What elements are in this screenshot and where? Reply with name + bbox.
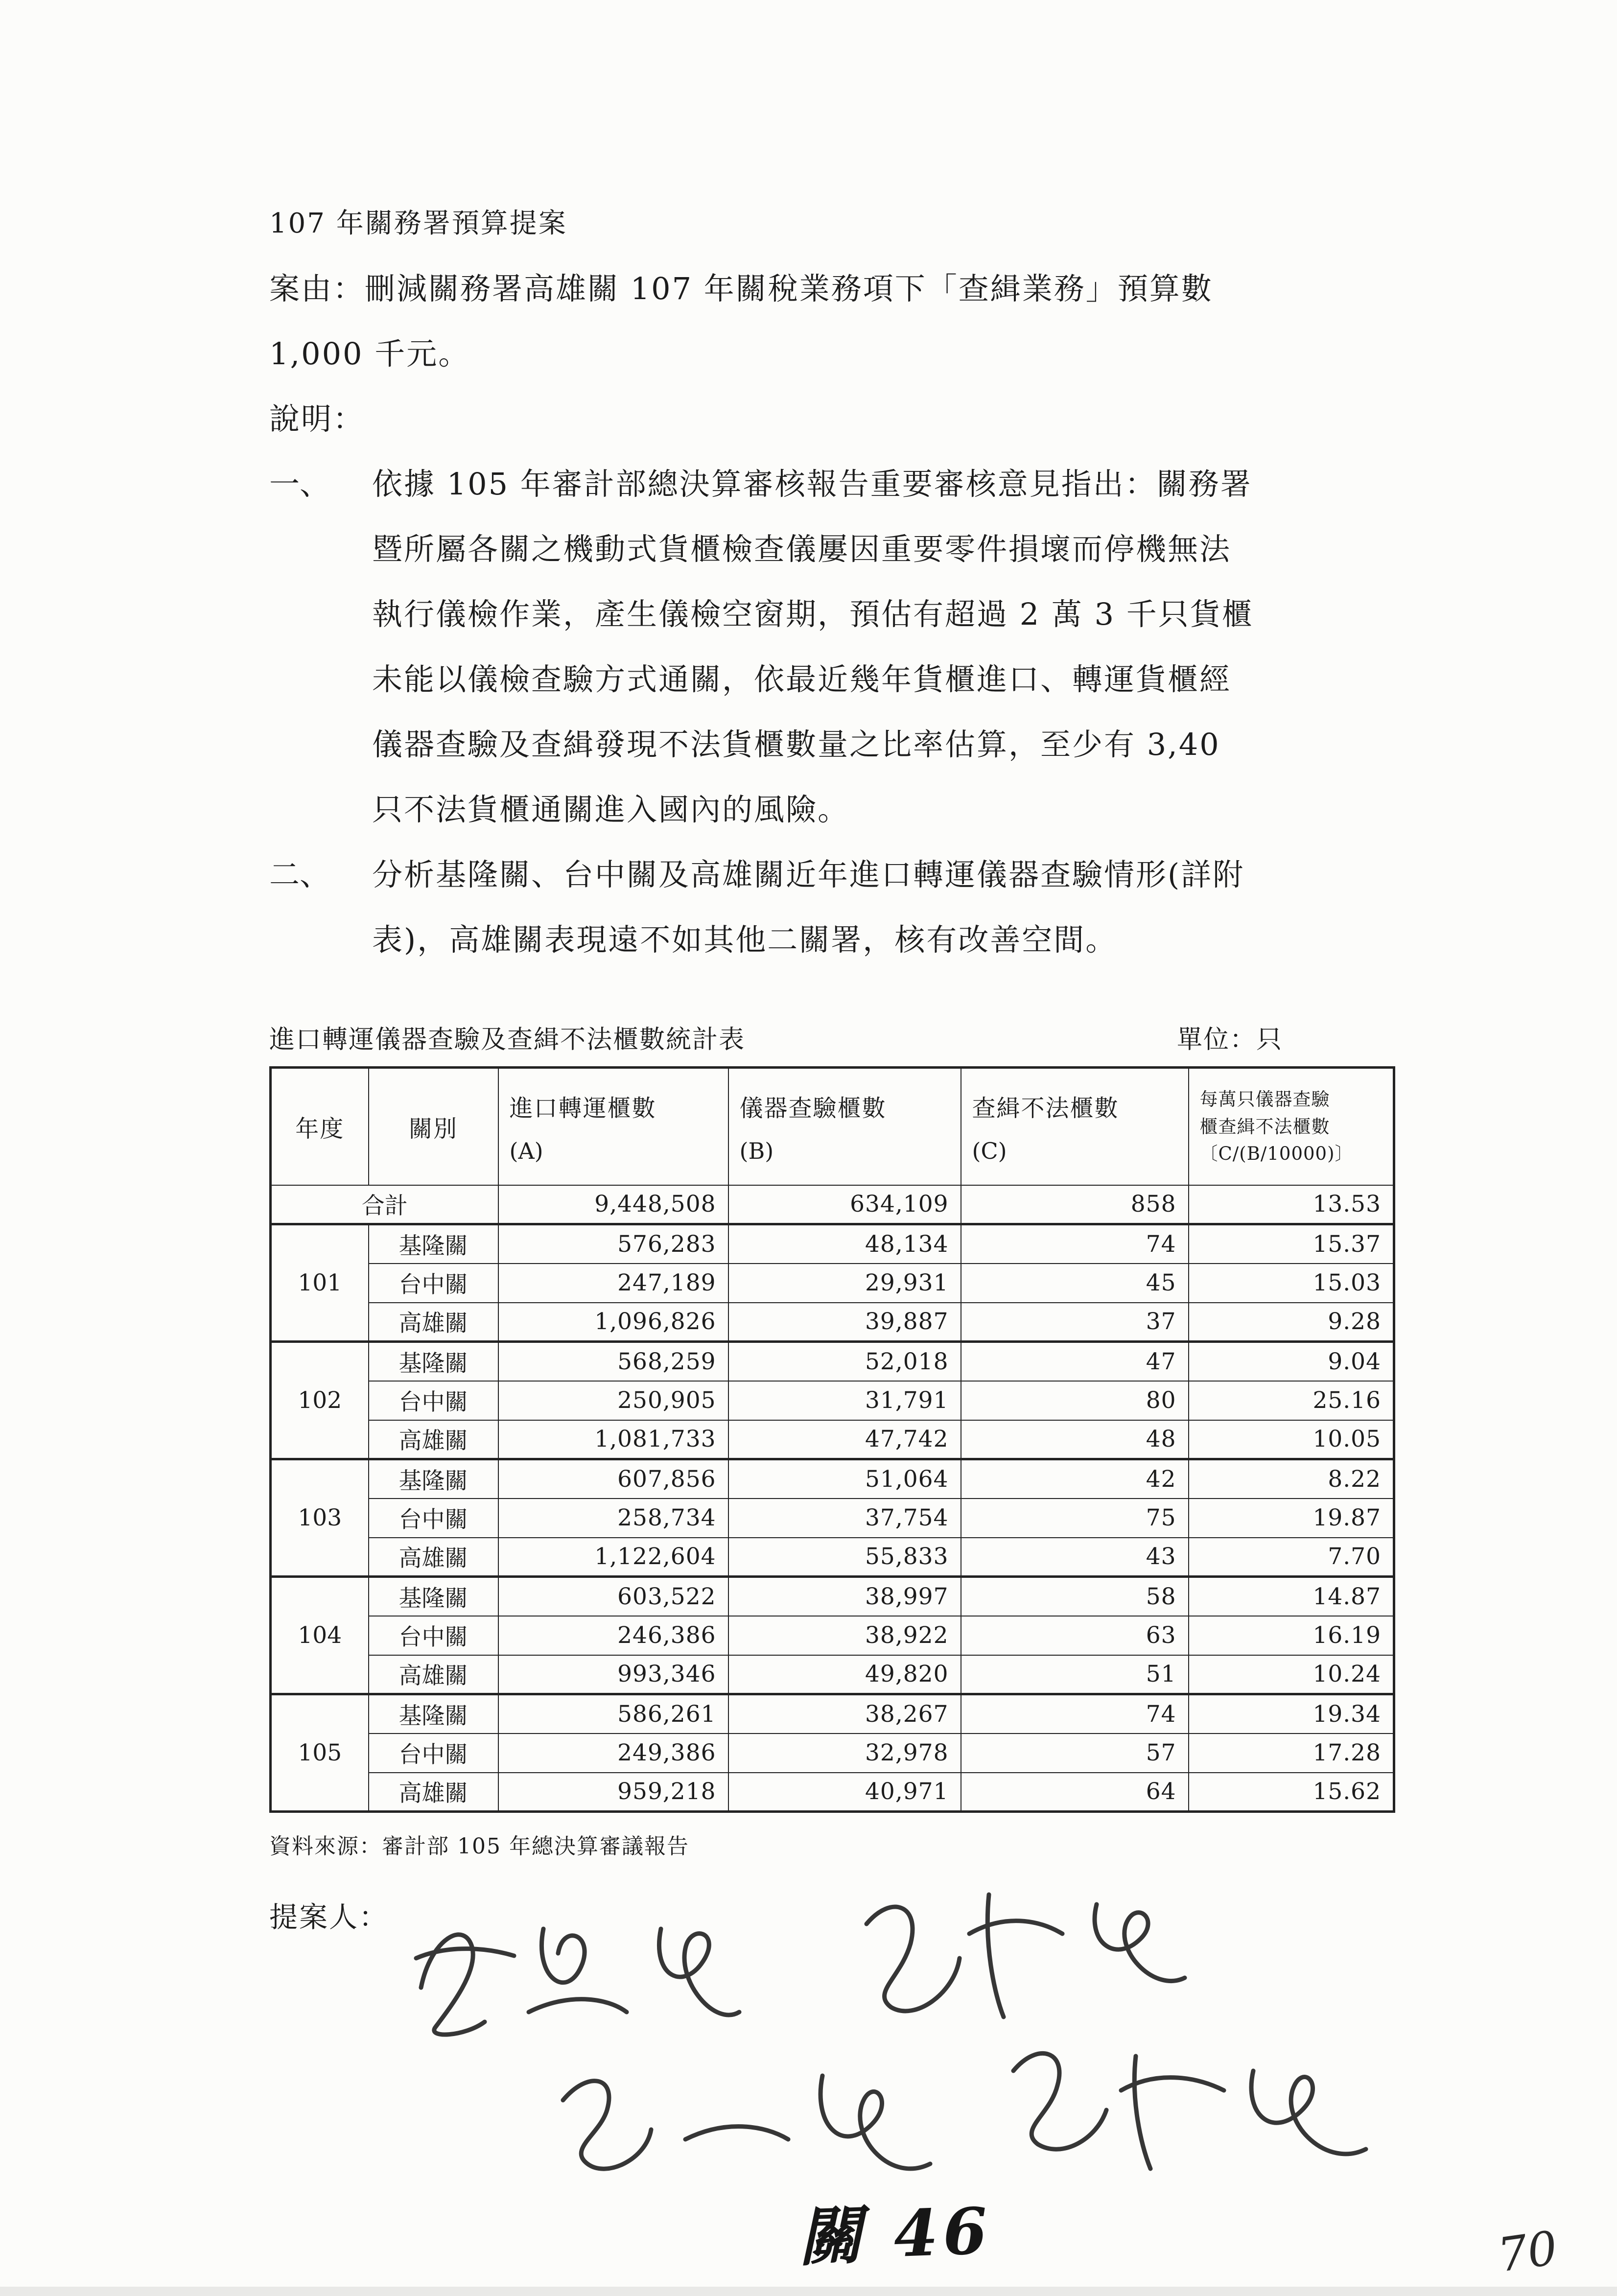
table-row bbox=[271, 1224, 1394, 1264]
illegal-count-cell: 64 bbox=[961, 1773, 1189, 1812]
explanation-item-1 bbox=[269, 451, 1415, 842]
statistics-table-body bbox=[271, 1185, 1394, 1812]
office-cell: 台中關 bbox=[369, 1734, 498, 1773]
col-header-inspect: 儀器查驗櫃數 (B) bbox=[728, 1068, 961, 1185]
year-cell: 102 bbox=[271, 1342, 369, 1459]
rate-value-cell: 19.34 bbox=[1189, 1694, 1394, 1734]
inspect-count-cell: 38,922 bbox=[728, 1616, 961, 1655]
office-cell: 基隆關 bbox=[369, 1577, 498, 1616]
inspect-count-cell: 29,931 bbox=[728, 1264, 961, 1303]
paragraph-line: 執行儀檢作業，產生儀檢空窗期，預估有超過 2 萬 3 千只貨櫃 bbox=[372, 596, 1254, 632]
table-row bbox=[271, 1420, 1394, 1459]
document-content bbox=[269, 191, 1415, 1935]
import-count-cell: 250,905 bbox=[498, 1381, 728, 1420]
total-rate-value: 13.53 bbox=[1189, 1185, 1394, 1224]
import-count-cell: 258,734 bbox=[498, 1499, 728, 1538]
table-caption: 進口轉運儀器查驗及查緝不法櫃數統計表 bbox=[269, 1025, 746, 1054]
table-row bbox=[271, 1264, 1394, 1303]
case-subject-line-2: 1,000 千元。 bbox=[269, 336, 470, 372]
table-caption-row bbox=[269, 1019, 1393, 1055]
illegal-count-cell: 63 bbox=[961, 1616, 1189, 1655]
paragraph-line: 只不法貨櫃通關進入國內的風險。 bbox=[372, 792, 850, 827]
illegal-count-cell: 45 bbox=[961, 1264, 1189, 1303]
office-cell: 高雄關 bbox=[369, 1773, 498, 1812]
year-cell: 103 bbox=[271, 1459, 369, 1577]
table-row bbox=[271, 1499, 1394, 1538]
inspect-count-cell: 31,791 bbox=[728, 1381, 961, 1420]
office-cell: 台中關 bbox=[369, 1264, 498, 1303]
signature-4-icon bbox=[1013, 2053, 1366, 2169]
office-cell: 基隆關 bbox=[369, 1342, 498, 1381]
col-header-office: 關別 bbox=[369, 1068, 498, 1185]
table-row bbox=[271, 1616, 1394, 1655]
table-row bbox=[271, 1459, 1394, 1499]
rate-value-cell: 8.22 bbox=[1189, 1459, 1394, 1499]
illegal-count-cell: 80 bbox=[961, 1381, 1189, 1420]
import-count-cell: 576,283 bbox=[498, 1224, 728, 1264]
table-row bbox=[271, 1577, 1394, 1616]
import-count-cell: 586,261 bbox=[498, 1694, 728, 1734]
rate-value-cell: 9.04 bbox=[1189, 1342, 1394, 1381]
import-count-cell: 247,189 bbox=[498, 1264, 728, 1303]
table-row bbox=[271, 1655, 1394, 1694]
import-count-cell: 1,096,826 bbox=[498, 1303, 728, 1342]
signature-1-icon bbox=[416, 1929, 739, 2035]
inspect-count-cell: 40,971 bbox=[728, 1773, 961, 1812]
item-1-text bbox=[372, 451, 1415, 842]
rate-value-cell: 7.70 bbox=[1189, 1538, 1394, 1577]
office-cell: 台中關 bbox=[369, 1381, 498, 1420]
office-cell: 台中關 bbox=[369, 1499, 498, 1538]
rate-value-cell: 15.37 bbox=[1189, 1224, 1394, 1264]
year-cell: 101 bbox=[271, 1224, 369, 1342]
inspect-count-cell: 52,018 bbox=[728, 1342, 961, 1381]
office-cell: 高雄關 bbox=[369, 1303, 498, 1342]
office-cell: 高雄關 bbox=[369, 1655, 498, 1694]
total-label: 合計 bbox=[271, 1185, 498, 1224]
illegal-count-cell: 42 bbox=[961, 1459, 1189, 1499]
table-row bbox=[271, 1303, 1394, 1342]
inspect-count-cell: 38,267 bbox=[728, 1694, 961, 1734]
item-1-marker: 一、 bbox=[269, 466, 330, 502]
illegal-count-cell: 75 bbox=[961, 1499, 1189, 1538]
paragraph-line: 表)，高雄關表現遠不如其他二關署，核有改善空間。 bbox=[372, 922, 1118, 958]
col-header-import: 進口轉運櫃數 (A) bbox=[498, 1068, 728, 1185]
illegal-count-cell: 58 bbox=[961, 1577, 1189, 1616]
paragraph-line: 未能以儀檢查驗方式通關，依最近幾年貨櫃進口、轉運貨櫃經 bbox=[372, 661, 1232, 697]
illegal-count-cell: 74 bbox=[961, 1694, 1189, 1734]
proposer-label: 提案人： bbox=[269, 1900, 389, 1934]
table-row bbox=[271, 1694, 1394, 1734]
rate-value-cell: 25.16 bbox=[1189, 1381, 1394, 1420]
total-import-count: 9,448,508 bbox=[498, 1185, 728, 1224]
import-count-cell: 246,386 bbox=[498, 1616, 728, 1655]
item-2-marker: 二、 bbox=[269, 857, 330, 892]
table-row bbox=[271, 1734, 1394, 1773]
rate-value-cell: 17.28 bbox=[1189, 1734, 1394, 1773]
inspect-count-cell: 47,742 bbox=[728, 1420, 961, 1459]
illegal-count-cell: 43 bbox=[961, 1538, 1189, 1577]
inspect-count-cell: 49,820 bbox=[728, 1655, 961, 1694]
illegal-count-cell: 57 bbox=[961, 1734, 1189, 1773]
signature-2-icon bbox=[867, 1895, 1185, 2017]
table-row bbox=[271, 1773, 1394, 1812]
rate-value-cell: 15.62 bbox=[1189, 1773, 1394, 1812]
explanation-item-2 bbox=[269, 842, 1415, 972]
inspect-count-cell: 38,997 bbox=[728, 1577, 961, 1616]
rate-value-cell: 14.87 bbox=[1189, 1577, 1394, 1616]
office-cell: 基隆關 bbox=[369, 1224, 498, 1264]
illegal-count-cell: 47 bbox=[961, 1342, 1189, 1381]
import-count-cell: 993,346 bbox=[498, 1655, 728, 1694]
illegal-count-cell: 48 bbox=[961, 1420, 1189, 1459]
signature-3-icon bbox=[563, 2076, 930, 2169]
table-unit-label: 單位：只 bbox=[1176, 1025, 1283, 1054]
table-row bbox=[271, 1342, 1394, 1381]
inspect-count-cell: 51,064 bbox=[728, 1459, 961, 1499]
handwritten-stamp-text: 關 46 bbox=[797, 2193, 994, 2275]
import-count-cell: 1,081,733 bbox=[498, 1420, 728, 1459]
rate-value-cell: 19.87 bbox=[1189, 1499, 1394, 1538]
import-count-cell: 607,856 bbox=[498, 1459, 728, 1499]
paragraph-line: 儀器查驗及查緝發現不法貨櫃數量之比率估算，至少有 3,40 bbox=[372, 726, 1220, 762]
paragraph-line: 分析基隆關、台中關及高雄關近年進口轉運儀器查驗情形(詳附 bbox=[372, 857, 1245, 892]
import-count-cell: 603,522 bbox=[498, 1577, 728, 1616]
import-count-cell: 1,122,604 bbox=[498, 1538, 728, 1577]
year-cell: 105 bbox=[271, 1694, 369, 1812]
doc-title: 107 年關務署預算提案 bbox=[269, 208, 567, 239]
office-cell: 基隆關 bbox=[369, 1694, 498, 1734]
inspect-count-cell: 55,833 bbox=[728, 1538, 961, 1577]
header-row bbox=[271, 1068, 1394, 1185]
illegal-count-cell: 37 bbox=[961, 1303, 1189, 1342]
import-count-cell: 959,218 bbox=[498, 1773, 728, 1812]
rate-value-cell: 10.05 bbox=[1189, 1420, 1394, 1459]
inspect-count-cell: 37,754 bbox=[728, 1499, 961, 1538]
source-note: 資料來源：審計部 105 年總決算審議報告 bbox=[269, 1834, 689, 1859]
col-header-illegal: 查緝不法櫃數 (C) bbox=[961, 1068, 1189, 1185]
table-row bbox=[271, 1381, 1394, 1420]
illegal-count-cell: 74 bbox=[961, 1224, 1189, 1264]
table-header bbox=[271, 1068, 1394, 1185]
case-subject-line-1: 案由：刪減關務署高雄關 107 年關稅業務項下「查緝業務」預算數 bbox=[269, 271, 1213, 306]
total-inspect-count: 634,109 bbox=[728, 1185, 961, 1224]
rate-value-cell: 15.03 bbox=[1189, 1264, 1394, 1303]
explanation-label: 說明： bbox=[269, 401, 365, 437]
total-row bbox=[271, 1185, 1394, 1224]
inspect-count-cell: 32,978 bbox=[728, 1734, 961, 1773]
col-header-rate: 每萬只儀器查驗 櫃查緝不法櫃數 〔C/(B/10000)〕 bbox=[1189, 1068, 1394, 1185]
paragraph-line: 暨所屬各關之機動式貨櫃檢查儀屢因重要零件損壞而停機無法 bbox=[372, 531, 1232, 567]
import-count-cell: 249,386 bbox=[498, 1734, 728, 1773]
office-cell: 高雄關 bbox=[369, 1420, 498, 1459]
illegal-count-cell: 51 bbox=[961, 1655, 1189, 1694]
office-cell: 基隆關 bbox=[369, 1459, 498, 1499]
total-illegal-count: 858 bbox=[961, 1185, 1189, 1224]
paragraph-line: 依據 105 年審計部總決算審核報告重要審核意見指出：關務署 bbox=[372, 466, 1252, 502]
inspect-count-cell: 48,134 bbox=[728, 1224, 961, 1264]
rate-value-cell: 9.28 bbox=[1189, 1303, 1394, 1342]
col-header-year: 年度 bbox=[271, 1068, 369, 1185]
inspect-count-cell: 39,887 bbox=[728, 1303, 961, 1342]
item-2-text bbox=[372, 842, 1415, 972]
statistics-table bbox=[269, 1066, 1395, 1813]
office-cell: 台中關 bbox=[369, 1616, 498, 1655]
rate-value-cell: 10.24 bbox=[1189, 1655, 1394, 1694]
page-number: 70 bbox=[1494, 2221, 1561, 2283]
rate-value-cell: 16.19 bbox=[1189, 1616, 1394, 1655]
year-cell: 104 bbox=[271, 1577, 369, 1694]
import-count-cell: 568,259 bbox=[498, 1342, 728, 1381]
office-cell: 高雄關 bbox=[369, 1538, 498, 1577]
table-row bbox=[271, 1538, 1394, 1577]
